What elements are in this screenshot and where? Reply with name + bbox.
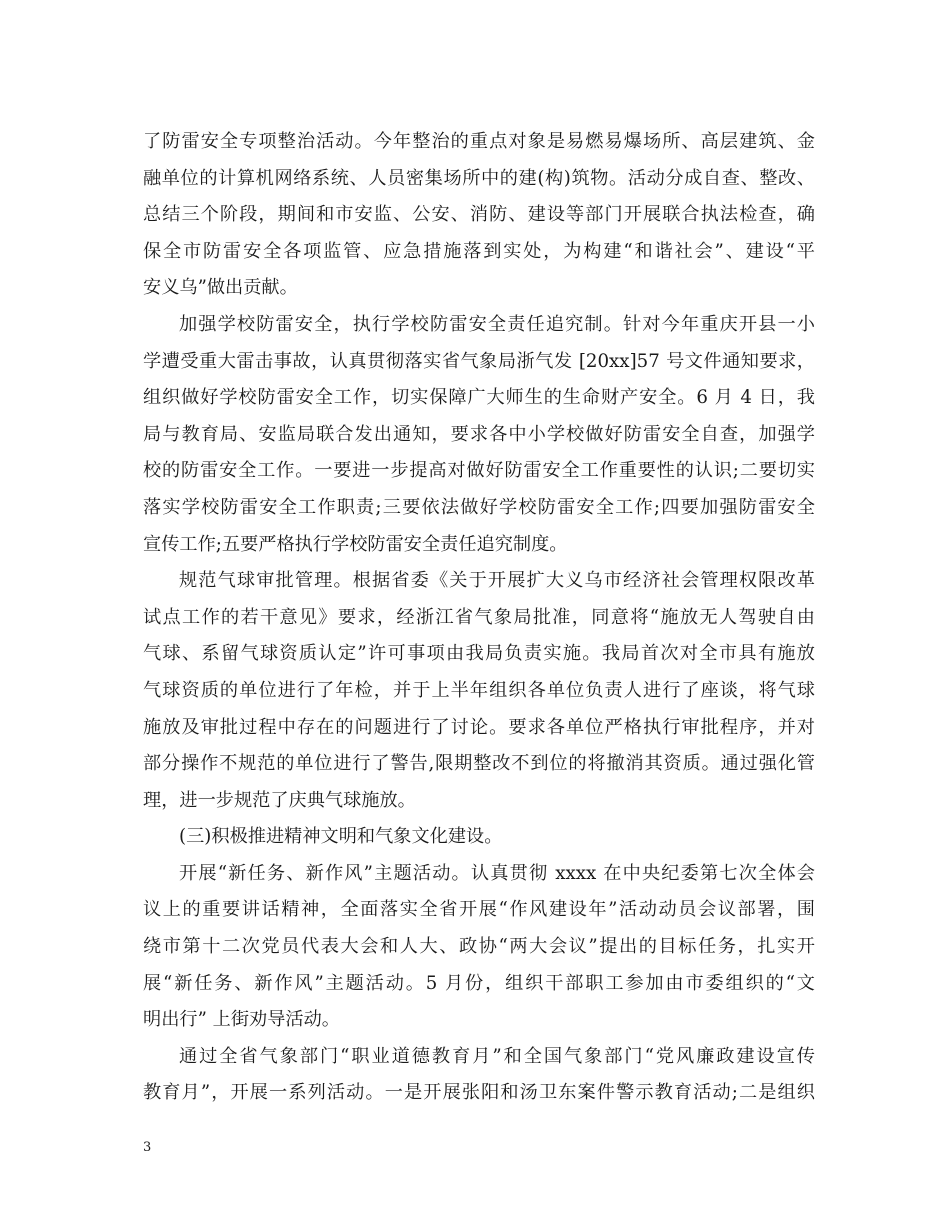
text-line: 教育月”，开展一系列活动。一是开展张阳和汤卫东案件警示教育活动;二是组织 (143, 1082, 815, 1104)
paragraph (143, 819, 815, 856)
paragraph (143, 563, 815, 819)
document-body (143, 124, 815, 1112)
text-line: 明出行” 上街劝导活动。 (143, 1009, 340, 1031)
text-line: 部分操作不规范的单位进行了警告,限期整改不到位的将撤消其资质。通过强化管 (143, 753, 815, 775)
paragraph (143, 1039, 815, 1112)
text-line: 理，进一步规范了庆典气球施放。 (143, 789, 416, 811)
text-line: 落实学校防雷安全工作职责;三要依法做好学校防雷安全工作;四要加强防雷安全 (143, 496, 815, 518)
text-line: 保全市防雷安全各项监管、应急措施落到实处，为构建“和谐社会”、建设“平 (143, 240, 815, 262)
paragraph (143, 307, 815, 563)
text-line: 组织做好学校防雷安全工作，切实保障广大师生的生命财产安全。6 月 4 日，我 (143, 387, 815, 409)
text-line: 融单位的计算机网络系统、人员密集场所中的建(构)筑物。活动分成自查、整改、 (143, 167, 815, 189)
paragraph (143, 856, 815, 1039)
text-line: 学遭受重大雷击事故，认真贯彻落实省气象局浙气发 [20xx]57 号文件通知要求， (143, 350, 815, 372)
text-line: 通过全省气象部门“职业道德教育月”和全国气象部门“党风廉政建设宣传 (179, 1045, 815, 1067)
text-line: 总结三个阶段，期间和市安监、公安、消防、建设等部门开展联合执法检查，确 (143, 204, 815, 226)
text-line: 了防雷安全专项整治活动。今年整治的重点对象是易燃易爆场所、高层建筑、金 (143, 131, 815, 152)
text-line: 试点工作的若干意见》要求，经浙江省气象局批准，同意将“施放无人驾驶自由 (143, 606, 815, 628)
page-number: 3 (143, 1140, 152, 1155)
text-line: 气球资质的单位进行了年检，并于上半年组织各单位负责人进行了座谈，将气球 (143, 679, 815, 701)
text-line: 规范气球审批管理。根据省委《关于开展扩大义乌市经济社会管理权限改革 (179, 570, 815, 592)
text-line: 宣传工作;五要严格执行学校防雷安全责任追究制度。 (143, 533, 568, 555)
text-line: 绕市第十二次党员代表大会和人大、政协“两大会议”提出的目标任务，扎实开 (143, 936, 815, 958)
text-line: 局与教育局、安监局联合发出通知，要求各中小学校做好防雷安全自查，加强学 (143, 423, 815, 445)
text-line: 气球、系留气球资质认定”许可事项由我局负责实施。我局首次对全市具有施放 (143, 643, 815, 665)
text-line: 展“新任务、新作风”主题活动。5 月份，组织干部职工参加由市委组织的“文 (143, 972, 815, 994)
text-line: 开展“新任务、新作风”主题活动。认真贯彻 xxxx 在中央纪委第七次全体会 (179, 862, 815, 884)
text-line: 安义乌”做出贡献。 (143, 277, 298, 299)
text-line: 校的防雷安全工作。一要进一步提高对做好防雷安全工作重要性的认识;二要切实 (143, 460, 815, 482)
text-line: (三)积极推进精神文明和气象文化建设。 (179, 826, 503, 848)
text-line: 施放及审批过程中存在的问题进行了讨论。要求各单位严格执行审批程序，并对 (143, 716, 815, 738)
text-line: 议上的重要讲话精神，全面落实全省开展“作风建设年”活动动员会议部署，围 (143, 899, 815, 921)
text-line: 加强学校防雷安全，执行学校防雷安全责任追究制。针对今年重庆开县一小 (179, 313, 815, 335)
paragraph (143, 124, 815, 307)
